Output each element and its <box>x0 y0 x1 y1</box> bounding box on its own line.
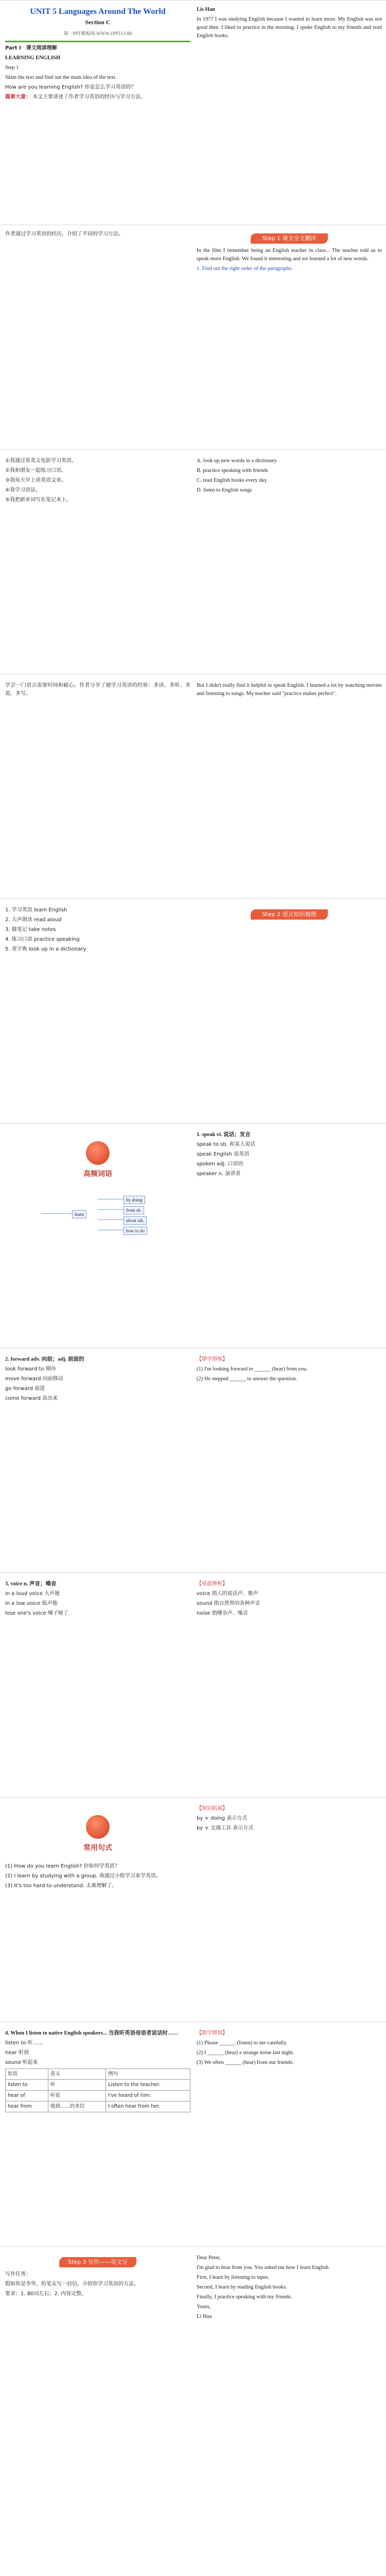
list-item: ⑤我把新单词写在笔记本上。 <box>5 497 72 503</box>
slide-2-right <box>197 230 382 275</box>
letter-line: Li Hua <box>197 2314 212 2319</box>
section-deco <box>5 1141 190 1178</box>
note: 1. Find out the right order of the paragraphs. <box>197 266 293 272</box>
slide-11 <box>0 2246 386 2576</box>
usage-item: speak English 说英语 <box>197 1151 250 1157</box>
task-item: 写作任务： <box>5 2272 31 2277</box>
mind-node: about sth. <box>124 1216 147 1225</box>
mind-node: from sb. <box>124 1206 144 1214</box>
slide-8-right <box>197 1580 382 1619</box>
mind-node: how to do <box>124 1227 147 1235</box>
letter-line: Dear Peter, <box>197 2255 221 2261</box>
table-cell: 听说 <box>48 2091 106 2102</box>
para-1: 作者通过学习英语的经历，介绍了不同的学习方法。 <box>5 231 124 237</box>
slide-5-right <box>197 906 382 923</box>
para-2: In the film I remember being an English teacher in class... The teacher told us to speak more English. We found it interesting and we learned a lot of new words. <box>197 248 382 262</box>
slide-4-left <box>5 682 190 700</box>
subtitle: LEARNING ENGLISH <box>5 55 61 61</box>
slide-10-left <box>5 2029 190 2112</box>
slide-5-left <box>5 906 190 955</box>
mind-node: by doing <box>124 1196 145 1204</box>
practice-heading: 【即学即练】 <box>197 1357 227 1362</box>
table-cell: 收到……的来信 <box>48 2102 106 2112</box>
divider <box>5 41 190 42</box>
usage-item: move forward 向前移动 <box>5 1376 63 1382</box>
usage-item: in a loud voice 大声地 <box>5 1591 60 1597</box>
slide-10 <box>0 2022 386 2247</box>
deco-title: 高频词语 <box>83 1170 112 1178</box>
heading: 3. voice n. 声音；嗓音 <box>5 1581 57 1587</box>
list-item: ④我学习语法。 <box>5 487 41 493</box>
slide-9-right <box>197 1805 382 1834</box>
expand-item: by + doing 表示方式 <box>197 1816 248 1821</box>
slide-1 <box>0 0 386 225</box>
sentence-item: (1) How do you learn English? 你如何学英语？ <box>5 1863 120 1869</box>
list-item: ①我通过看英文电影学习英语。 <box>5 458 77 464</box>
mind-center: learn <box>72 1210 86 1218</box>
task-item: 要求：1. 80词左右；2. 内容完整。 <box>5 2291 87 2297</box>
slide-9-left <box>5 1805 190 1892</box>
para: 学会一门语言需要时间和耐心。作者分享了她学习英语的经验：多读、多听、多说、多写。 <box>5 683 190 697</box>
slide-4-right <box>197 682 382 700</box>
lead: Part Ⅰ 课文阅读理解 <box>5 45 57 51</box>
practice-item: (2) I ______ (hear) a strange noise last night. <box>197 2050 294 2056</box>
table-cell: listen to <box>6 2080 48 2091</box>
list-item: ②我和朋友一起练习口语。 <box>5 468 66 473</box>
question-1: How are you learning English? 你是怎么学习英语的？ <box>5 84 136 90</box>
task-item: 假如你是李华，给笔友写一封信，介绍你学习英语的方法。 <box>5 2281 139 2287</box>
heading: 2. forward adv. 向前；adj. 前面的 <box>5 1357 84 1362</box>
usage-item: come forward 站出来 <box>5 1396 58 1401</box>
slide-11-left <box>5 2254 190 2300</box>
letter-line: First, I learn by listening to tapes. <box>197 2275 270 2280</box>
option-item: D. listen to English songs <box>197 487 252 493</box>
banner: Step 1 课文全文翻译 <box>251 233 328 244</box>
letter-line: Finally, I practice speaking with my friends. <box>197 2294 292 2300</box>
expand-item: by + 交通工具 表示方式 <box>197 1825 254 1831</box>
option-item: C. read English books every day <box>197 478 267 483</box>
usage-item: speak to sb. 和某人说话 <box>197 1142 255 1147</box>
slide-9 <box>0 1797 386 2022</box>
right-title: 1. speak vi. 说话；发言 <box>197 1132 251 1138</box>
usage-item: listen to 听…… <box>5 2040 43 2046</box>
table-row <box>6 2080 190 2091</box>
option-item: A. look up new words in a dictionary <box>197 458 277 464</box>
step-label: Step 1 <box>5 65 19 71</box>
slide-8 <box>0 1572 386 1798</box>
table-cell: hear from <box>6 2102 48 2112</box>
table-header <box>6 2069 190 2080</box>
phrase-item: 4. 练习口语 practice speaking <box>5 937 80 942</box>
table-cell: 例句 <box>106 2069 190 2080</box>
main-idea: 本文主要讲述了作者学习英语的经历与学习方法。 <box>32 94 146 100</box>
table-cell: I often hear from her. <box>106 2102 190 2112</box>
table-cell: 短语 <box>6 2069 48 2080</box>
slide-3 <box>0 449 386 674</box>
deco-title: 常用句式 <box>83 1844 112 1852</box>
expand-heading: 【知识拓展】 <box>197 1806 227 1811</box>
table-row <box>6 2091 190 2102</box>
usage-item: sound 听起来 <box>5 2060 38 2065</box>
practice-heading: 【即学即用】 <box>197 2030 227 2036</box>
step-note: Skim the text and find out the main idea of the text. <box>5 75 117 80</box>
slide-8-left <box>5 1580 190 1619</box>
mind-map <box>5 1189 190 1245</box>
slide-7-left <box>5 1355 190 1404</box>
usage-item: lose one's voice 嗓子哑了 <box>5 1611 68 1616</box>
heading: 4. When I listen to native English speakers... 当我听英语母语者说话时…… <box>5 2030 179 2036</box>
practice-item: (3) We often ______ (hear) from our friends. <box>197 2060 294 2065</box>
unit-title: UNIT 5 Languages Around The World <box>30 7 166 16</box>
phrase-table <box>5 2069 190 2112</box>
practice-item: (2) He stepped ______ to answer the question. <box>197 1376 297 1382</box>
banner: Step 2 语言知识梳理 <box>251 909 328 920</box>
letter-line: I'm glad to hear from you. You asked me how I learn English. <box>197 2265 330 2270</box>
main-idea-label: 篇章大意： <box>5 94 31 100</box>
section-title: Section C <box>85 19 111 26</box>
slide-2 <box>0 225 386 450</box>
sentence-item: (3) It's too hard to understand. 太难理解了。 <box>5 1883 117 1889</box>
slide-6-left <box>5 1131 190 1245</box>
table-cell: 听 <box>48 2080 106 2091</box>
slide-7-right <box>197 1355 382 1385</box>
usage-item: look forward to 期待 <box>5 1366 56 1372</box>
table-cell: hear of <box>6 2091 48 2102</box>
slide-6-right <box>197 1131 382 1180</box>
site-mark: 第一PPT模板网-WWW.1PPT.COM <box>63 31 132 36</box>
slide-5 <box>0 899 386 1124</box>
letter-line: Yours, <box>197 2304 211 2310</box>
slide-3-right <box>197 457 382 496</box>
usage-item: speaker n. 演讲者 <box>197 1171 241 1177</box>
table-row <box>6 2102 190 2112</box>
list-item: ③我每天早上读英语文章。 <box>5 478 66 483</box>
compare-heading: 【易混辨析】 <box>197 1581 227 1587</box>
phrase-item: 3. 做笔记 take notes <box>5 927 56 933</box>
sentence-item: (2) I learn by studying with a group. 我通过小组学习来学英语。 <box>5 1873 161 1879</box>
table-cell: 意义 <box>48 2069 106 2080</box>
table-cell: Listen to the teacher. <box>106 2080 190 2091</box>
circle-icon <box>86 1815 110 1839</box>
right-para: But I didn't really find it helpful to speak English. I learned a lot by watching movies and listening to songs. My teacher said "practice makes perfect". <box>197 683 382 697</box>
right-para: In 1977 I was studying English because I wanted to learn more. My English was not good then. I liked to practice in the morning. I spoke English to my friends and read English books. <box>197 16 382 39</box>
slide-10-right <box>197 2029 382 2069</box>
slide-6 <box>0 1123 386 1348</box>
section-deco <box>5 1815 190 1852</box>
slide-1-right <box>197 6 382 42</box>
slide-2-left <box>5 230 190 240</box>
usage-item: go forward 前进 <box>5 1386 45 1392</box>
practice-item: (1) Please ______ (listen) to me carefully. <box>197 2040 288 2046</box>
letter-line: Second, I learn by reading English books. <box>197 2284 287 2290</box>
option-item: B. practice speaking with friends <box>197 468 268 473</box>
slide-11-right <box>197 2254 382 2323</box>
right-title: Lis Han <box>197 7 215 12</box>
practice-item: (1) I'm looking forward to ______ (hear) from you. <box>197 1366 308 1372</box>
phrase-item: 1. 学习英语 learn English <box>5 907 67 913</box>
phrase-item: 2. 大声朗读 read aloud <box>5 917 62 923</box>
usage-item: in a low voice 低声地 <box>5 1601 58 1606</box>
compare-item: voice 指人的说话声、歌声 <box>197 1591 258 1597</box>
circle-icon <box>86 1141 110 1165</box>
slide-7 <box>0 1348 386 1573</box>
banner: Step 3 写作——英文写 <box>59 2257 136 2267</box>
usage-item: spoken adj. 口语的 <box>197 1161 243 1167</box>
compare-item: noise 指嘈杂声、噪音 <box>197 1611 248 1616</box>
phrase-item: 5. 查字典 look up in a dictionary <box>5 946 86 952</box>
compare-item: sound 指自然界的各种声音 <box>197 1601 260 1606</box>
slide-3-left <box>5 457 190 506</box>
table-cell: I've heard of him. <box>106 2091 190 2102</box>
usage-item: hear 听到 <box>5 2050 29 2056</box>
slide-1-left <box>5 4 190 103</box>
slide-4 <box>0 674 386 899</box>
